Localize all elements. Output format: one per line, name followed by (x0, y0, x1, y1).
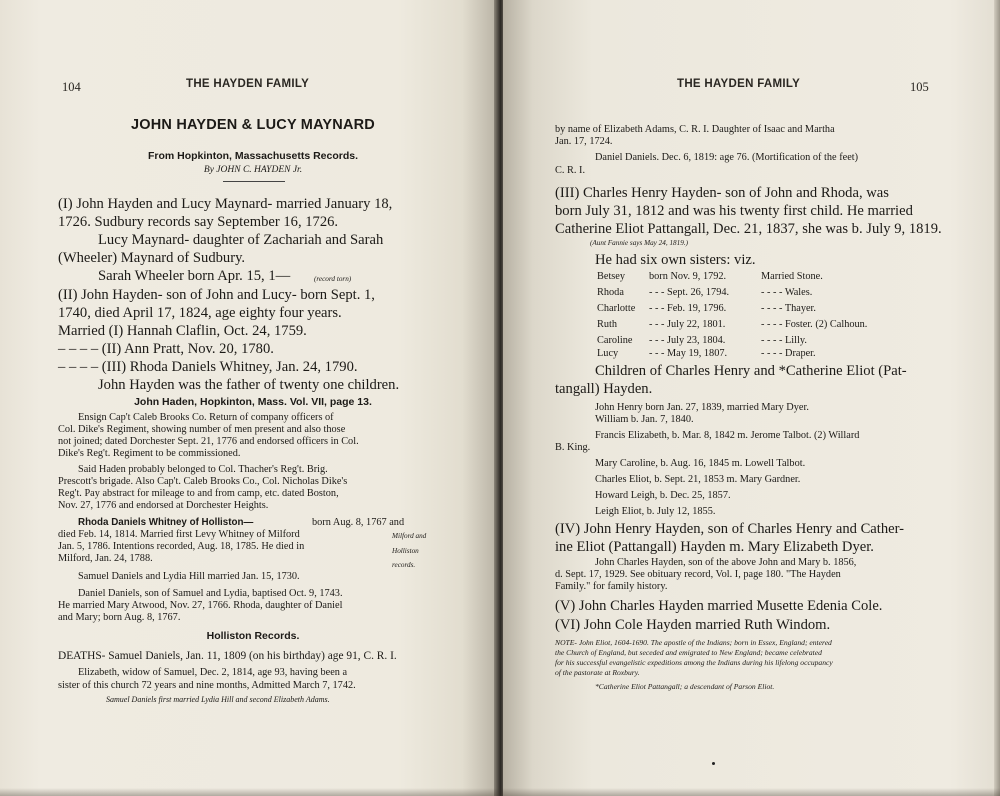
text-line: Milford, Jan. 24, 1788. (58, 553, 153, 564)
sister-marriage: - - - - Foster. (2) Calhoun. (761, 319, 868, 330)
sister-name: Charlotte (597, 303, 636, 314)
sister-marriage: - - - - Draper. (761, 348, 816, 359)
text-line: John Hayden was the father of twenty one children. (98, 377, 400, 393)
text-line: tangall) Hayden. (555, 381, 653, 397)
aunt-fannie-note: (Aunt Fannie says May 24, 1819.) (590, 239, 689, 247)
text-line: Said Haden probably belonged to Col. Thacher's Reg't. Brig. (78, 464, 328, 475)
source-heading: From Hopkinton, Massachusetts Records. (147, 150, 359, 162)
byline: By JOHN C. HAYDEN Jr. (203, 165, 303, 175)
text-line: Dike's Reg't. Regiment to be commissioned. (58, 448, 241, 459)
child-entry: John Henry born Jan. 27, 1839, married Mary Dyer. (595, 402, 809, 413)
text-line: Daniel Daniels, son of Samuel and Lydia, baptised Oct. 9, 1743. (78, 588, 343, 599)
sister-name: Betsey (597, 271, 626, 282)
right-page (503, 0, 1000, 796)
text-line: 1726. Sudbury records say September 16, 1726. (58, 214, 339, 230)
footnote-line: for his successful evangelistic expeditions among the Indians during his lifelong occupancy (555, 658, 833, 667)
child-entry: Howard Leigh, b. Dec. 25, 1857. (595, 490, 731, 501)
sister-birth: born Nov. 9, 1792. (649, 271, 727, 282)
text-line: (V) John Charles Hayden married Musette Edenia Cole. (555, 598, 883, 614)
text-line: (III) Charles Henry Hayden- son of John and Rhoda, was (555, 185, 889, 201)
sister-name: Rhoda (597, 287, 624, 298)
sister-name: Lucy (597, 348, 619, 359)
text-line: Married (I) Hannah Claflin, Oct. 24, 1759. (58, 323, 307, 339)
text-line: and Mary; born Aug. 8, 1767. (58, 612, 181, 623)
sister-birth: - - - July 22, 1801. (649, 319, 726, 330)
page-title: JOHN HAYDEN & LUCY MAYNARD (131, 117, 375, 133)
text-line: Elizabeth, widow of Samuel, Dec. 2, 1814, age 93, having been a (78, 667, 348, 678)
text-line: d. Sept. 17, 1929. See obituary record, Vol. I, page 180. "The Hayden (555, 569, 841, 580)
footnote-line: NOTE- John Eliot, 1604-1690. The apostle of the Indians; born in Essex, England; entered (555, 638, 832, 647)
text-line: C. R. I. (555, 165, 586, 176)
section-heading: John Haden, Hopkinton, Mass. Vol. VII, page 13. (134, 396, 372, 408)
bottom-shadow (0, 788, 1000, 796)
text-line: Prescott's brigade. Also Cap't. Caleb Brooks Co., Col. Nicholas Dike's (58, 476, 348, 487)
text-line: 1740, died April 17, 1824, age eighty four years. (58, 305, 342, 321)
sister-marriage: - - - - Wales. (761, 287, 813, 298)
text-line: born Aug. 8, 1767 and (312, 517, 405, 528)
child-entry: William b. Jan. 7, 1840. (595, 414, 694, 425)
text-line: (II) John Hayden- son of John and Lucy- born Sept. 1, (58, 287, 375, 303)
text-line: Nov. 27, 1776 and endorsed at Dorchester Heights. (58, 500, 269, 511)
sister-name: Caroline (597, 335, 633, 346)
text-line: – – – – (II) Ann Pratt, Nov. 20, 1780. (58, 341, 274, 357)
text-line: He had six own sisters: viz. (595, 252, 756, 268)
text-line: (Wheeler) Maynard of Sudbury. (58, 250, 246, 266)
child-entry: Charles Eliot, b. Sept. 21, 1853 m. Mary Gardner. (595, 474, 801, 485)
text-line: Jan. 5, 1786. Intentions recorded, Aug. 18, 1785. He died in (58, 541, 305, 552)
margin-note: Milford and (392, 532, 427, 540)
sister-marriage: - - - - Thayer. (761, 303, 816, 314)
sister-birth: - - - July 23, 1804. (649, 335, 726, 346)
sister-birth: - - - May 19, 1807. (649, 348, 728, 359)
page-speck (712, 762, 715, 765)
text-line: died Feb. 14, 1814. Married first Levy Whitney of Milford (58, 529, 300, 540)
footnote-line: of the pastorate at Roxbury. (555, 668, 640, 677)
footnote-line: *Catherine Eliot Pattangall; a descendant of Parson Eliot. (595, 682, 775, 691)
margin-note: Holliston (392, 547, 419, 555)
text-line: He married Mary Atwood, Nov. 27, 1766. Rhoda, daughter of Daniel (58, 600, 343, 611)
italic-note: Samuel Daniels first married Lydia Hill and second Elizabeth Adams. (106, 695, 330, 704)
text-line: born July 31, 1812 and was his twenty first child. He married (555, 203, 913, 219)
child-entry: B. King. (555, 442, 591, 453)
text-line: Lucy Maynard- daughter of Zachariah and Sarah (98, 232, 384, 248)
text-line: (I) John Hayden and Lucy Maynard- married January 18, (58, 196, 393, 212)
text-line: Col. Dike's Regiment, showing number of men present and also those (58, 424, 346, 435)
subheading-rhoda: Rhoda Daniels Whitney of Holliston— (78, 517, 254, 528)
text-line: Samuel Daniels and Lydia Hill married Jan. 15, 1730. (78, 571, 300, 582)
text-line: Reg't. Pay abstract for mileage to and from camp, etc. dated Boston, (58, 488, 339, 499)
title-rule (223, 181, 285, 182)
page-number: 105 (910, 80, 929, 94)
text-line: ine Eliot (Pattangall) Hayden m. Mary Elizabeth Dyer. (555, 539, 874, 555)
text-line: – – – – (III) Rhoda Daniels Whitney, Jan. 24, 1790. (58, 359, 358, 375)
running-head: THE HAYDEN FAMILY (186, 78, 310, 90)
text-line: not joined; dated Dorchester Sept. 21, 1776 and endorsed officers in Col. (58, 436, 359, 447)
text-line: Daniel Daniels. Dec. 6, 1819: age 76. (Mortification of the feet) (595, 152, 859, 163)
sister-name: Ruth (597, 319, 618, 330)
text-line: Sarah Wheeler born Apr. 15, 1— (98, 268, 291, 284)
page-number: 104 (62, 80, 81, 94)
text-line: by name of Elizabeth Adams, C. R. I. Daughter of Isaac and Martha (555, 124, 835, 135)
text-line: Catherine Eliot Pattangall, Dec. 21, 1837, she was b. July 9, 1819. (555, 221, 942, 237)
child-entry: Leigh Eliot, b. July 12, 1855. (595, 506, 716, 517)
record-torn-note: (record torn) (314, 275, 352, 283)
running-head: THE HAYDEN FAMILY (677, 78, 801, 90)
text-line: DEATHS- Samuel Daniels, Jan. 11, 1809 (on his birthday) age 91, C. R. I. (58, 650, 397, 662)
text-line: Family." for family history. (555, 581, 668, 592)
margin-note: records. (392, 561, 416, 569)
child-entry: Francis Elizabeth, b. Mar. 8, 1842 m. Jerome Talbot. (2) Willard (595, 430, 860, 441)
child-entry: Mary Caroline, b. Aug. 16, 1845 m. Lowell Talbot. (595, 458, 806, 469)
sister-marriage: - - - - Lilly. (761, 335, 807, 346)
sister-birth: - - - Sept. 26, 1794. (649, 287, 730, 298)
text-line: Jan. 17, 1724. (555, 136, 613, 147)
text-line: John Charles Hayden, son of the above John and Mary b. 1856, (595, 557, 857, 568)
text-line: Children of Charles Henry and *Catherine Eliot (Pat- (595, 363, 907, 379)
text-line: (IV) John Henry Hayden, son of Charles Henry and Cather- (555, 521, 905, 537)
page-edge (994, 0, 1000, 796)
sister-birth: - - - Feb. 19, 1796. (649, 303, 727, 314)
text-line: (VI) John Cole Hayden married Ruth Windom. (555, 617, 831, 633)
sister-marriage: Married Stone. (761, 271, 823, 282)
text-line: sister of this church 72 years and nine months, Admitted March 7, 1742. (58, 680, 356, 691)
left-page (0, 0, 497, 796)
text-line: Ensign Cap't Caleb Brooks Co. Return of company officers of (78, 412, 334, 423)
section-heading: Holliston Records. (206, 630, 300, 642)
footnote-line: the Church of England, but seceded and emigrated to New England; became celebrated (555, 648, 822, 657)
